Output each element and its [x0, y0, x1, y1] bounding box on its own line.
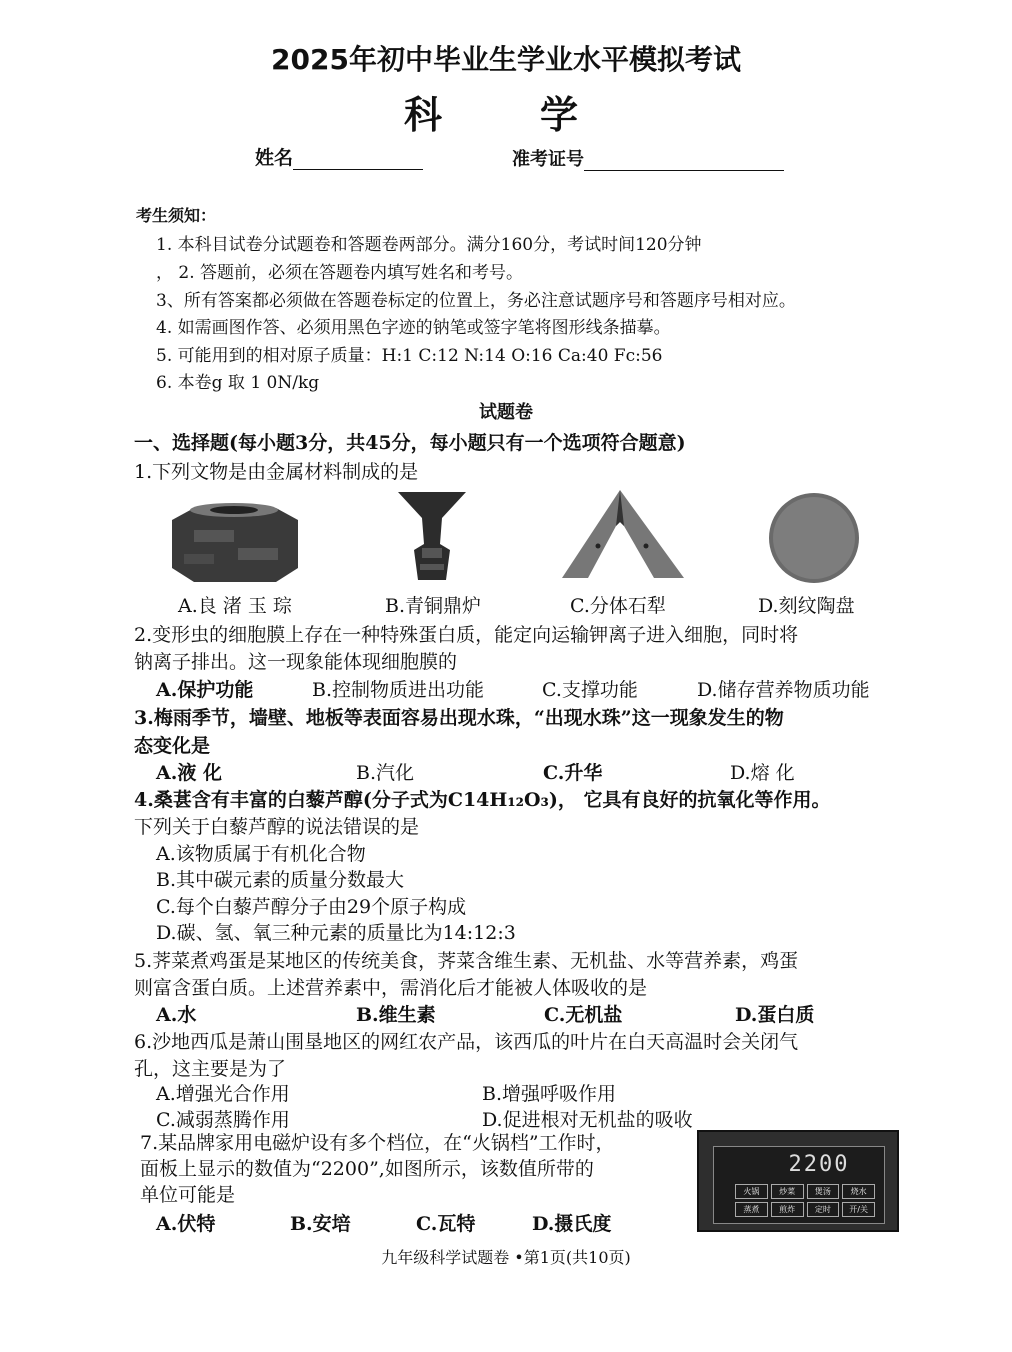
q5-option-a[interactable]: A.水	[156, 1004, 197, 1026]
id-label: 准考证号	[512, 149, 584, 170]
q3-option-d[interactable]: D.熔 化	[730, 762, 795, 784]
q6-option-d[interactable]: D.促进根对无机盐的吸收	[482, 1109, 693, 1131]
q3-option-c[interactable]: C.升华	[543, 762, 603, 784]
notice-item-3: 3、所有答案都必须做在答题卷标定的位置上，务必注意试题序号和答题序号相对应。	[156, 291, 796, 311]
notice-item-4: 4. 如需画图作答、必须用黑色字迹的钠笔或签字笔将图形线条描摹。	[156, 318, 671, 338]
notice-item-6: 6. 本卷g 取 1 0N/kg	[156, 373, 320, 393]
panel-button-soup: 煲汤	[807, 1184, 840, 1199]
panel-button-fry: 煎炸	[771, 1202, 804, 1217]
q6-stem-line1: 6.沙地西瓜是萧山围垦地区的网红农产品，该西瓜的叶片在白天高温时会关闭气	[134, 1031, 799, 1053]
panel-button-hotpot: 火锅	[735, 1184, 768, 1199]
notice-item-5: 5. 可能用到的相对原子质量：H:1 C:12 N:14 O:16 Ca:40 Fc:56	[156, 346, 663, 366]
notice-item-2: ， 2. 答题前，必须在答题卷内填写姓名和考号。	[156, 263, 524, 283]
q1-stem: 1.下列文物是由金属材料制成的是	[134, 461, 419, 483]
pottery-plate-image	[764, 490, 864, 590]
q1-option-c[interactable]: C.分体石犁	[570, 595, 666, 617]
q2-option-b[interactable]: B.控制物质进出功能	[312, 679, 485, 701]
q5-option-d[interactable]: D.蛋白质	[735, 1004, 815, 1026]
q1-option-a[interactable]: A.良 渚 玉 琮	[178, 595, 292, 617]
stone-plough-image	[558, 486, 688, 586]
bronze-vessel-image	[392, 488, 472, 588]
section-title: 试题卷	[479, 402, 533, 423]
q4-stem-line1: 4.桑葚含有丰富的白藜芦醇(分子式为C14H₁₂O₃)， 它具有良好的抗氧化等作用。	[134, 789, 831, 811]
id-line	[584, 152, 784, 171]
q7-option-c[interactable]: C.瓦特	[416, 1213, 476, 1235]
q3-stem-line1: 3.梅雨季节，墙壁、地板等表面容易出现水珠，“出现水珠”这一现象发生的物	[134, 707, 784, 729]
q6-option-a[interactable]: A.增强光合作用	[156, 1083, 290, 1105]
jade-cong-image	[164, 490, 304, 590]
name-field[interactable]	[255, 143, 423, 170]
q4-option-a[interactable]: A.该物质属于有机化合物	[156, 843, 366, 865]
q7-option-a[interactable]: A.伏特	[156, 1213, 216, 1235]
q1-option-b[interactable]: B.青铜鼎炉	[385, 595, 482, 617]
q7-option-b[interactable]: B.安培	[290, 1213, 351, 1235]
q4-stem-line2: 下列关于白藜芦醇的说法错误的是	[134, 816, 420, 838]
name-label: 姓名	[255, 147, 294, 169]
q6-stem-line2: 孔，这主要是为了	[134, 1058, 287, 1080]
q2-option-c[interactable]: C.支撑功能	[542, 679, 638, 701]
q2-option-d[interactable]: D.储存营养物质功能	[697, 679, 870, 701]
q5-option-b[interactable]: B.维生素	[356, 1004, 436, 1026]
panel-button-stirfry: 炒菜	[771, 1184, 804, 1199]
page-footer: 九年级科学试题卷 •第1页(共10页)	[381, 1248, 631, 1267]
q4-option-b[interactable]: B.其中碳元素的质量分数最大	[156, 869, 405, 891]
q5-option-c[interactable]: C.无机盐	[544, 1004, 623, 1026]
panel-button-timer: 定时	[807, 1202, 840, 1217]
name-line	[293, 151, 423, 170]
q3-option-a[interactable]: A.液 化	[156, 762, 222, 784]
exam-id-field[interactable]	[512, 145, 784, 171]
q7-stem-line2: 面板上显示的数值为“2200”,如图所示，该数值所带的	[140, 1158, 594, 1180]
q5-stem-line1: 5.荠菜煮鸡蛋是某地区的传统美食，荠菜含维生素、无机盐、水等营养素，鸡蛋	[134, 950, 799, 972]
q4-option-d[interactable]: D.碳、氢、氧三种元素的质量比为14:12:3	[156, 922, 516, 944]
q6-option-b[interactable]: B.增强呼吸作用	[482, 1083, 617, 1105]
panel-button-power: 开/关	[842, 1202, 875, 1217]
q5-stem-line2: 则富含蛋白质。上述营养素中，需消化后才能被人体吸收的是	[134, 977, 648, 999]
part-one-title: 一、选择题(每小题3分，共45分，每小题只有一个选项符合题意)	[134, 432, 686, 454]
q3-stem-line2: 态变化是	[134, 735, 211, 757]
panel-button-boil: 烧水	[842, 1184, 875, 1199]
q6-option-c[interactable]: C.减弱蒸腾作用	[156, 1109, 290, 1131]
q2-stem-line1: 2.变形虫的细胞膜上存在一种特殊蛋白质，能定向运输钾离子进入细胞，同时将	[134, 624, 799, 646]
q2-stem-line2: 钠离子排出。这一现象能体现细胞膜的	[134, 651, 458, 673]
q7-option-d[interactable]: D.摄氏度	[532, 1213, 612, 1235]
q1-option-d[interactable]: D.刻纹陶盘	[758, 595, 855, 617]
notice-heading: 考生须知：	[136, 206, 217, 225]
exam-title: 2025年初中毕业生学业水平模拟考试	[271, 43, 741, 76]
notice-item-1: 1. 本科目试卷分试题卷和答题卷两部分。满分160分，考试时间120分钟	[156, 235, 702, 255]
induction-cooker-panel	[697, 1130, 899, 1232]
q7-stem-line1: 7.某品牌家用电磁炉设有多个档位，在“火锅档”工作时，	[140, 1132, 615, 1154]
q4-option-c[interactable]: C.每个白藜芦醇分子由29个原子构成	[156, 896, 467, 918]
q3-option-b[interactable]: B.汽化	[356, 762, 415, 784]
q2-option-a[interactable]: A.保护功能	[156, 679, 254, 701]
panel-button-steam: 蒸煮	[735, 1202, 768, 1217]
subject-title: 科 学	[403, 93, 608, 137]
panel-display: 2200	[788, 1152, 850, 1177]
q7-stem-line3: 单位可能是	[140, 1184, 236, 1206]
